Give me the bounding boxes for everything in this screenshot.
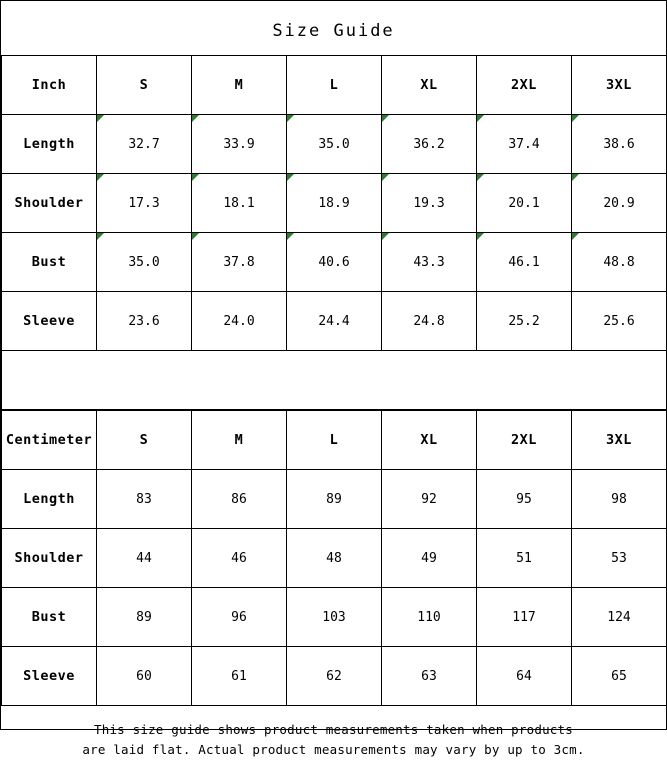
column-header-m: M [192, 411, 287, 470]
table-header-row [2, 411, 667, 470]
column-header-s: S [97, 56, 192, 115]
row-label-bust: Bust [2, 588, 97, 647]
row-label-shoulder: Shoulder [2, 529, 97, 588]
cell-length-m: 33.9 [192, 115, 287, 174]
column-header-s: S [97, 411, 192, 470]
row-label-sleeve: Sleeve [2, 292, 97, 351]
cell-shoulder-l: 48 [287, 529, 382, 588]
row-label-bust: Bust [2, 233, 97, 292]
cell-sleeve-s: 60 [97, 647, 192, 706]
cell-sleeve-xl: 24.8 [382, 292, 477, 351]
size-table-centimeter [1, 410, 667, 706]
cell-length-2xl: 95 [477, 470, 572, 529]
cell-sleeve-2xl: 25.2 [477, 292, 572, 351]
column-header-2xl: 2XL [477, 411, 572, 470]
cell-shoulder-xl: 19.3 [382, 174, 477, 233]
cell-sleeve-l: 62 [287, 647, 382, 706]
footer-line-2: are laid flat. Actual product measurements may vary by up to 3cm. [82, 742, 585, 757]
cell-length-xl: 36.2 [382, 115, 477, 174]
cell-shoulder-2xl: 51 [477, 529, 572, 588]
cell-length-3xl: 38.6 [572, 115, 667, 174]
cell-bust-m: 96 [192, 588, 287, 647]
table-row [2, 647, 667, 706]
column-header-3xl: 3XL [572, 411, 667, 470]
column-header-2xl: 2XL [477, 56, 572, 115]
table-spacer-row [2, 351, 667, 410]
cell-length-m: 86 [192, 470, 287, 529]
row-label-length: Length [2, 115, 97, 174]
table-row [2, 233, 667, 292]
table-row [2, 115, 667, 174]
cell-shoulder-2xl: 20.1 [477, 174, 572, 233]
cell-bust-xl: 110 [382, 588, 477, 647]
cell-shoulder-s: 44 [97, 529, 192, 588]
column-header-3xl: 3XL [572, 56, 667, 115]
cell-sleeve-3xl: 65 [572, 647, 667, 706]
unit-label-inch: Inch [2, 56, 97, 115]
cell-length-l: 89 [287, 470, 382, 529]
footer-line-1: This size guide shows product measurements taken when products [94, 722, 573, 737]
cell-length-2xl: 37.4 [477, 115, 572, 174]
column-header-l: L [287, 411, 382, 470]
row-label-length: Length [2, 470, 97, 529]
size-table-inch [1, 55, 667, 410]
cell-sleeve-3xl: 25.6 [572, 292, 667, 351]
cell-shoulder-3xl: 53 [572, 529, 667, 588]
spacer-cell [2, 351, 667, 410]
row-label-sleeve: Sleeve [2, 647, 97, 706]
cell-bust-xl: 43.3 [382, 233, 477, 292]
row-label-shoulder: Shoulder [2, 174, 97, 233]
cell-bust-m: 37.8 [192, 233, 287, 292]
cell-shoulder-xl: 49 [382, 529, 477, 588]
cell-shoulder-l: 18.9 [287, 174, 382, 233]
table-header-row [2, 56, 667, 115]
table-row [2, 174, 667, 233]
cell-length-xl: 92 [382, 470, 477, 529]
page-title: Size Guide [272, 21, 395, 41]
cell-bust-2xl: 117 [477, 588, 572, 647]
cell-bust-l: 103 [287, 588, 382, 647]
column-header-m: M [192, 56, 287, 115]
cell-sleeve-m: 61 [192, 647, 287, 706]
cell-shoulder-3xl: 20.9 [572, 174, 667, 233]
cell-length-3xl: 98 [572, 470, 667, 529]
column-header-xl: XL [382, 411, 477, 470]
cell-sleeve-l: 24.4 [287, 292, 382, 351]
cell-length-s: 32.7 [97, 115, 192, 174]
table-row [2, 292, 667, 351]
cell-length-s: 83 [97, 470, 192, 529]
footer-note [1, 706, 666, 760]
cell-shoulder-s: 17.3 [97, 174, 192, 233]
cell-shoulder-m: 18.1 [192, 174, 287, 233]
table-row [2, 588, 667, 647]
cell-sleeve-s: 23.6 [97, 292, 192, 351]
column-header-xl: XL [382, 56, 477, 115]
unit-label-centimeter: Centimeter [2, 411, 97, 470]
cell-sleeve-2xl: 64 [477, 647, 572, 706]
cell-bust-s: 89 [97, 588, 192, 647]
cell-bust-2xl: 46.1 [477, 233, 572, 292]
cell-sleeve-m: 24.0 [192, 292, 287, 351]
column-header-l: L [287, 56, 382, 115]
table-row [2, 470, 667, 529]
cell-bust-3xl: 124 [572, 588, 667, 647]
cell-shoulder-m: 46 [192, 529, 287, 588]
cell-sleeve-xl: 63 [382, 647, 477, 706]
table-row [2, 529, 667, 588]
cell-length-l: 35.0 [287, 115, 382, 174]
cell-bust-s: 35.0 [97, 233, 192, 292]
cell-bust-l: 40.6 [287, 233, 382, 292]
cell-bust-3xl: 48.8 [572, 233, 667, 292]
